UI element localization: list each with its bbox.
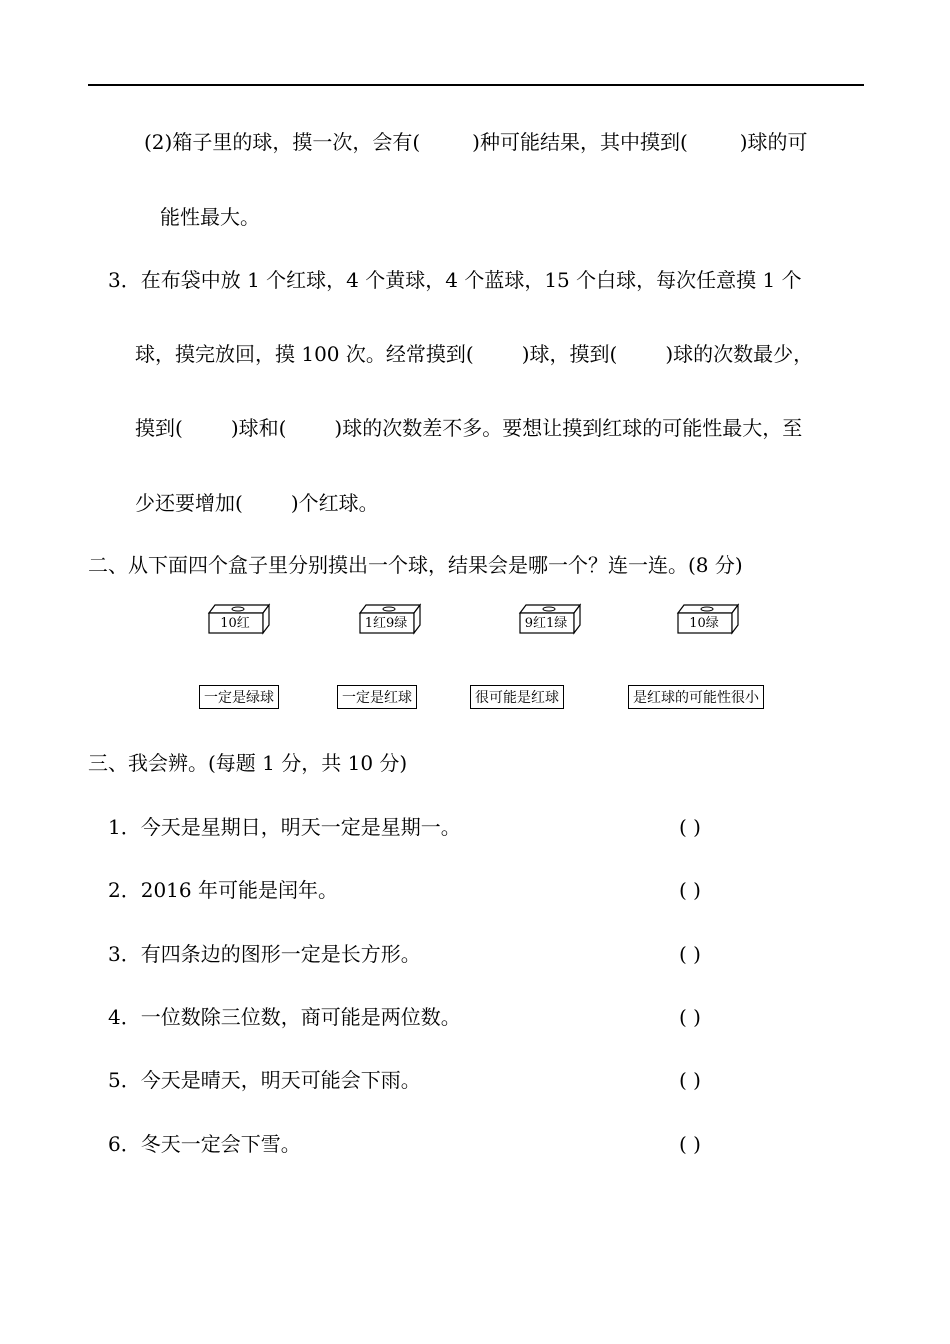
judge-answer-paren-2[interactable]: ( ) bbox=[679, 878, 701, 902]
judge-item-1: 1．今天是星期日，明天一定是星期一。 bbox=[108, 815, 461, 839]
q3-text: 球，摸完放回，摸 100 次。经常摸到( bbox=[135, 342, 474, 366]
q3-text: 少还要增加( bbox=[135, 491, 243, 515]
box-label: 1红9绿 bbox=[364, 616, 408, 631]
q3-text: )球的次数差不多。要想让摸到红球的可能性最大，至 bbox=[334, 416, 803, 440]
answer-option-4[interactable]: 是红球的可能性很小 bbox=[628, 685, 764, 709]
header-rule bbox=[88, 84, 864, 86]
box-label: 9红1绿 bbox=[524, 616, 568, 631]
ball-box-3[interactable] bbox=[516, 601, 586, 637]
q2-sub2-text-a: (2)箱子里的球，摸一次，会有( bbox=[144, 130, 421, 154]
answer-option-2[interactable]: 一定是红球 bbox=[337, 685, 417, 709]
judge-item-5: 5．今天是晴天，明天可能会下雨。 bbox=[108, 1068, 421, 1092]
q3-text: )球和( bbox=[230, 416, 287, 440]
q3-line2 bbox=[135, 342, 813, 366]
judge-item-4: 4．一位数除三位数，商可能是两位数。 bbox=[108, 1005, 461, 1029]
q3-text: )球，摸到( bbox=[521, 342, 618, 366]
judge-item-3: 3．有四条边的图形一定是长方形。 bbox=[108, 942, 421, 966]
answer-option-3[interactable]: 很可能是红球 bbox=[470, 685, 564, 709]
section2-title: 二、从下面四个盒子里分别摸出一个球，结果会是哪一个？连一连。(8 分) bbox=[88, 553, 743, 577]
ball-box-2[interactable] bbox=[356, 601, 426, 637]
section3-title: 三、我会辨。(每题 1 分，共 10 分) bbox=[88, 751, 408, 775]
judge-answer-paren-5[interactable]: ( ) bbox=[679, 1068, 701, 1092]
q3-text: )球的次数最少， bbox=[665, 342, 814, 366]
ball-box-1[interactable] bbox=[205, 601, 275, 637]
judge-answer-paren-6[interactable]: ( ) bbox=[679, 1132, 701, 1156]
ball-box-4[interactable] bbox=[674, 601, 744, 637]
q2-sub2-text-b: )种可能结果，其中摸到( bbox=[472, 130, 688, 154]
judge-answer-paren-4[interactable]: ( ) bbox=[679, 1005, 701, 1029]
judge-answer-paren-1[interactable]: ( ) bbox=[679, 815, 701, 839]
judge-item-6: 6．冬天一定会下雪。 bbox=[108, 1132, 301, 1156]
q3-text: )个红球。 bbox=[290, 491, 379, 515]
q2-sub2-line2: 能性最大。 bbox=[160, 205, 260, 229]
answer-option-1[interactable]: 一定是绿球 bbox=[199, 685, 279, 709]
judge-answer-paren-3[interactable]: ( ) bbox=[679, 942, 701, 966]
q2-sub2-text-c: )球的可 bbox=[739, 130, 808, 154]
q3-line3 bbox=[135, 416, 802, 440]
box-label: 10绿 bbox=[689, 616, 719, 631]
box-label: 10红 bbox=[220, 616, 250, 631]
q2-sub2-line1 bbox=[144, 130, 808, 154]
judge-item-2: 2．2016 年可能是闰年。 bbox=[108, 878, 338, 902]
q3-text: 摸到( bbox=[135, 416, 183, 440]
q3-line4 bbox=[135, 491, 379, 515]
q3-line1: 3．在布袋中放 1 个红球，4 个黄球，4 个蓝球，15 个白球，每次任意摸 1 个 bbox=[108, 268, 802, 292]
